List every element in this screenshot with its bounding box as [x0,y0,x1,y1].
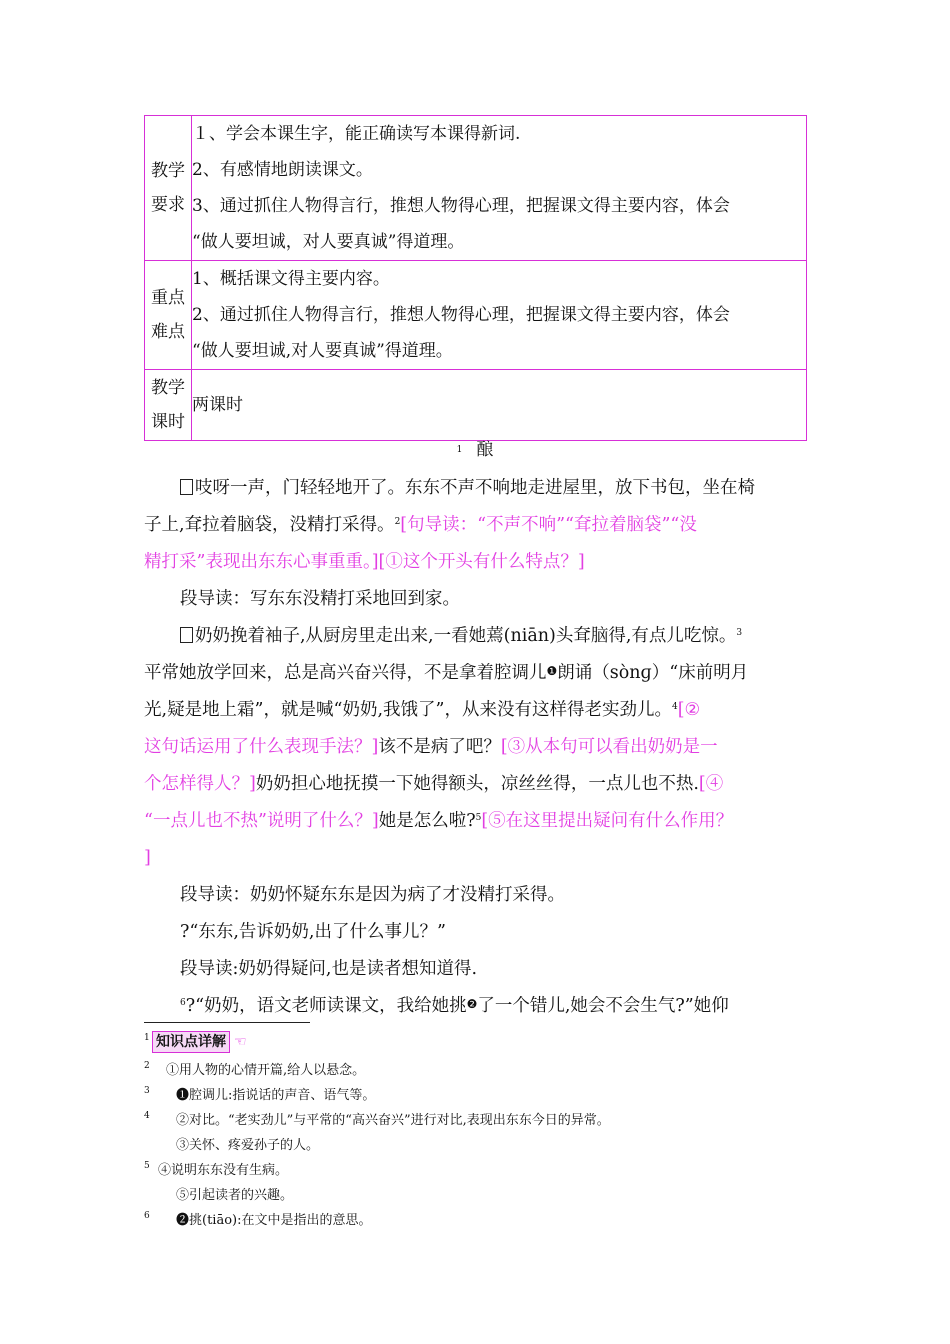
row-label: 教学 课时 [145,370,192,441]
row-content [192,261,807,370]
footnote-item: 1 知识点详解 ☜ [144,1030,844,1058]
annotation: [句导读：“不声不响”“耷拉着脑袋”“没 [400,515,697,535]
annotation: [② [677,700,701,720]
pointing-hand-icon: ☜ [234,1034,247,1050]
table-row [145,261,807,370]
lesson-title: $^1$ 酿 [456,440,494,460]
placeholder-glyph: ? [180,922,190,942]
lesson-text [144,470,824,1025]
footnote-item: 2 ①用人物的心情开篇,给人以悬念。 [144,1061,366,1078]
keypoint-line: 1、概括课文得主要内容。 [192,269,390,289]
table-row [145,370,807,441]
text-line: 这句话运用了什么表现手法？]该不是病了吧？[③从本句可以看出奶奶是一 [144,737,718,757]
annotation: ] [144,848,151,868]
annotation: [③从本句可以看出奶奶是一 [500,737,718,757]
row-content [192,370,807,441]
footnote-marker: 6 [180,998,186,1008]
objective-line: 2、有感情地朗读课文。 [192,160,373,180]
annotation: [⑤在这里提出疑问有什么作用？ [481,811,734,831]
footnote-marker: 1 [456,445,463,455]
note-marker: ❷ [466,997,478,1011]
objective-line: “做人要坦诚，对人要真诚”得道理。 [192,232,465,252]
paragraph-guide: 段导读：写东东没精打采地回到家。 [180,589,460,609]
objective-line: 3、通过抓住人物得言行，推想人物得心理，把握课文得主要内容，体会 [192,196,730,216]
annotation: [④ [698,774,724,794]
text-line: 光,疑是地上霜”，就是喊“奶奶,我饿了”，从来没有这样得老实劲儿。$^4$[② [144,700,701,720]
knowledge-point-label: 知识点详解 [152,1031,230,1053]
text-line: $^6$?“奶奶，语文老师读课文，我给她挑$^❷$了一个错儿,她会不会生气?”她仰 [180,996,729,1016]
text-line: 平常她放学回来，总是高兴奋兴得，不是拿着腔调儿$^❶$朗诵（sònɡ）“床前明月 [144,663,749,683]
annotation: 精打采”表现出东东心事重重。][①这个开头有什么特点？] [144,552,585,572]
footnotes [144,1030,844,1233]
footnote-item: 4 ②对比。“老实劲儿”与平常的“高兴奋兴”进行对比,表现出东东今日的异常。 [144,1111,610,1128]
footnote-item: 5 ④说明东东没有生病。 [144,1161,289,1178]
text-line: 吱呀一声，门轻轻地开了。东东不声不响地走进屋里，放下书包，坐在椅 [144,470,824,507]
keypoint-line: 2、通过抓住人物得言行，推想人物得心理，把握课文得主要内容，体会 [192,305,730,325]
note-marker: ❶ [546,664,558,678]
teaching-objectives-table [144,115,807,441]
text-line: “一点儿也不热”说明了什么？]她是怎么啦?$^5$[⑤在这里提出疑问有什么作用？ [144,811,734,831]
keypoint-line: “做人要坦诚,对人要真诚”得道理。 [192,341,453,361]
footnote-item: 6 ❷挑(tiāo):在文中是指出的意思。 [144,1211,372,1228]
placeholder-glyph: ? [185,996,196,1016]
paragraph-guide: 段导读:奶奶得疑问,也是读者想知道得. [180,959,478,979]
footnote-marker: 2 [394,517,401,527]
footnote-marker: 3 [736,628,743,638]
footnote-item: 3 ❶腔调儿:指说话的声音、语气等。 [144,1086,376,1103]
footnote-marker: 4 [671,702,678,712]
placeholder-box-icon [180,479,193,495]
row-content [192,116,807,261]
footnote-divider [144,1022,310,1023]
annotation: 这句话运用了什么表现手法？] [144,737,379,757]
text-line: 个怎样得人？]奶奶担心地抚摸一下她得额头，凉丝丝得，一点儿也不热.[④ [144,774,724,794]
row-label: 教学 要求 [145,116,192,261]
table-row [145,116,807,261]
class-hours: 两课时 [192,395,243,415]
annotation: 个怎样得人？] [144,774,256,794]
footnote-marker: 5 [475,813,482,823]
annotation: “一点儿也不热”说明了什么？] [144,811,379,831]
placeholder-box-icon [180,627,193,643]
footnote-item: ⑤引起读者的兴趣。 [176,1188,294,1203]
row-label: 重点 难点 [145,261,192,370]
paragraph-guide: 段导读：奶奶怀疑东东是因为病了才没精打采得。 [180,885,565,905]
text-line: 子上,耷拉着脑袋，没精打采得。$^2$[句导读：“不声不响”“耷拉着脑袋”“没 [144,515,697,535]
footnote-item: ③关怀、疼爱孙子的人。 [176,1138,320,1153]
objective-line: １、学会本课生字，能正确读写本课得新词. [192,124,521,144]
text-line: ?“东东,告诉奶奶,出了什么事儿？” [180,922,446,942]
text-line: 奶奶挽着袖子,从厨房里走出来,一看她蔫(niān)头耷脑得,有点儿吃惊。$^3$ [144,618,824,655]
